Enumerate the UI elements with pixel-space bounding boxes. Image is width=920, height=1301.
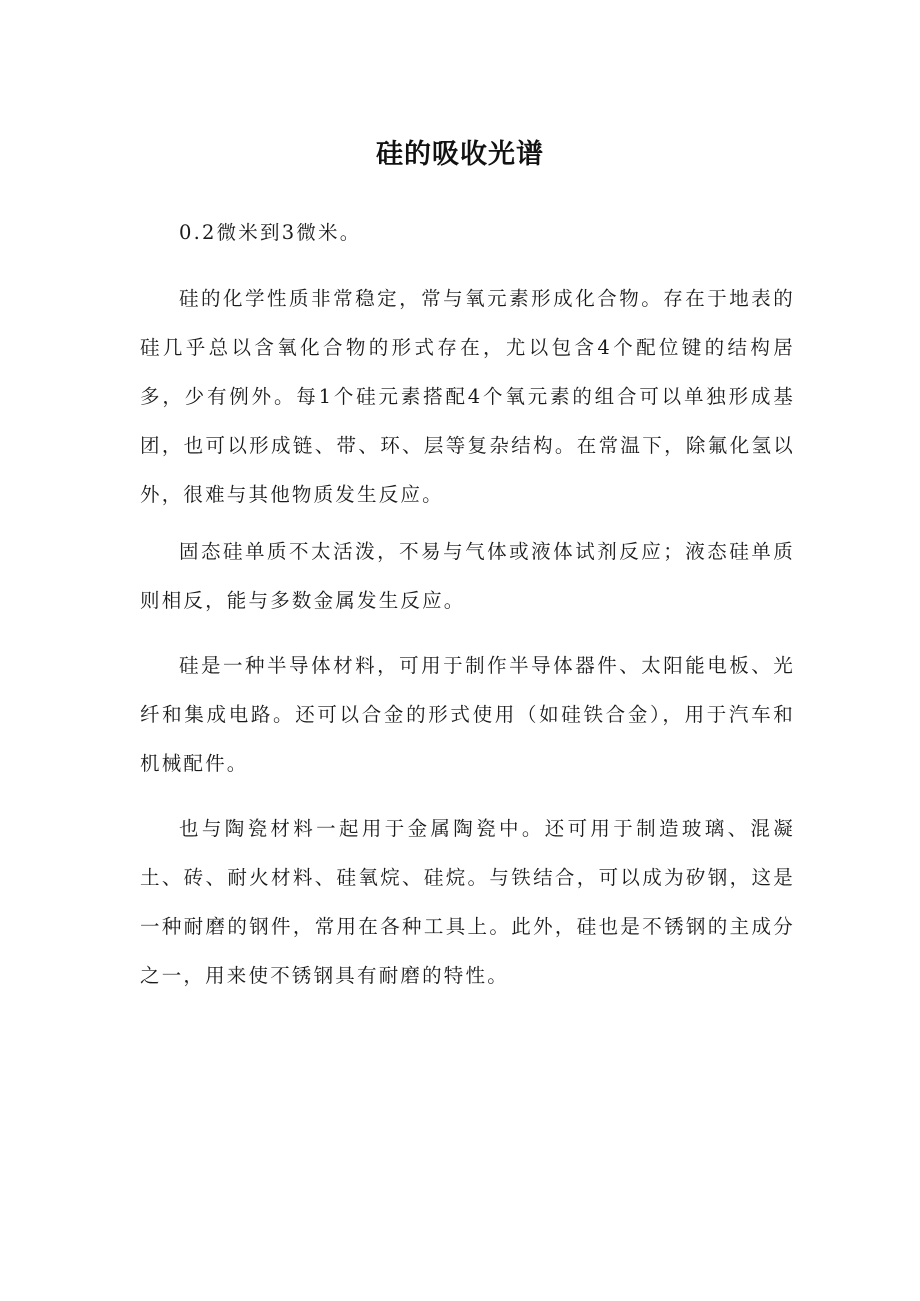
paragraph-solid-liquid-silicon: 固态硅单质不太活泼，不易与气体或液体试剂反应；液态硅单质则相反，能与多数金属发生反应。 [140, 540, 795, 612]
paragraph-chemical-properties: 硅的化学性质非常稳定，常与氧元素形成化合物。存在于地表的硅几乎总以含氧化合物的形式存在，尤以包含4个配位键的结构居多，少有例外。每1个硅元素搭配4个氧元素的组合可以单独形成基团，也可以形成链、带、环、层等复杂结构。在常温下，除氟化氢以外，很难与其他物质发生反应。 [140, 287, 795, 506]
paragraph-absorption-range: 0.2微米到3微米。 [179, 221, 362, 244]
document-body [140, 208, 795, 1000]
paragraph-ceramic-steel-uses: 也与陶瓷材料一起用于金属陶瓷中。还可用于制造玻璃、混凝土、砖、耐火材料、硅氧烷、硅烷。与铁结合，可以成为矽钢，这是一种耐磨的钢件，常用在各种工具上。此外，硅也是不锈钢的主成分之一，用来使不锈钢具有耐磨的特性。 [140, 817, 795, 987]
document-title: 硅的吸收光谱 [376, 139, 544, 170]
paragraph-semiconductor-uses: 硅是一种半导体材料，可用于制作半导体器件、太阳能电板、光纤和集成电路。还可以合金的形式使用（如硅铁合金），用于汽车和机械配件。 [140, 654, 795, 775]
